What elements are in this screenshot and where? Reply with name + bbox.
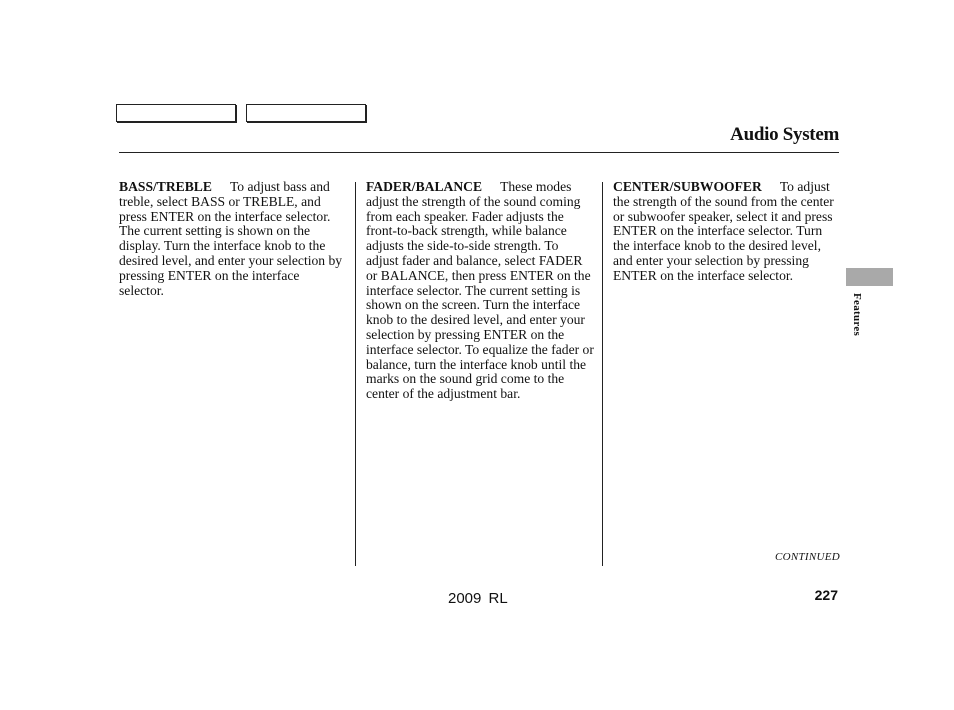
column-divider [355, 182, 356, 566]
continued-label: CONTINUED [774, 551, 840, 563]
term-body: These modes adjust the strength of the sound coming from each speaker. Fader adjusts the front-to-back strength, while balance adjusts the side-to-side strength. To adjust fader and balance, select FADER or BALANCE, then press ENTER on the interface selector. The current setting is shown on the screen. Turn the interface knob to the desired level, and enter your selection by pressing ENTER on the interface selector. To equalize the fader or balance, turn the interface knob until the marks on the sound grid come to the center of the adjustment bar. [366, 179, 594, 402]
text-column-center-subwoofer [613, 180, 839, 284]
section-tab-label: Features [851, 293, 863, 337]
term-heading: FADER/BALANCE [366, 179, 483, 194]
term-body: To adjust the strength of the sound from the center or subwoofer speaker, select it and press ENTER on the interface selector. Turn the interface knob to the desired level, and enter your selection by pressing ENTER on the interface selector. [613, 179, 834, 283]
term-heading: CENTER/SUBWOOFER [613, 179, 762, 194]
column-divider [602, 182, 603, 566]
nav-next-button[interactable] [246, 104, 366, 122]
section-tab [846, 268, 893, 286]
term-body: To adjust bass and treble, select BASS or TREBLE, and press ENTER on the interface selector. The current setting is shown on the display. Turn the interface knob to the desired level, and enter your selection by pressing ENTER on the interface selector. [119, 179, 343, 298]
page-number: 227 [814, 587, 838, 603]
nav-prev-button[interactable] [116, 104, 236, 122]
text-column-fader-balance [366, 180, 594, 402]
text-column-bass-treble [119, 180, 345, 298]
term-heading: BASS/TREBLE [119, 179, 212, 194]
header-divider [119, 152, 839, 153]
footer-model: 2009 RL [448, 590, 508, 607]
page-title: Audio System [730, 124, 839, 145]
